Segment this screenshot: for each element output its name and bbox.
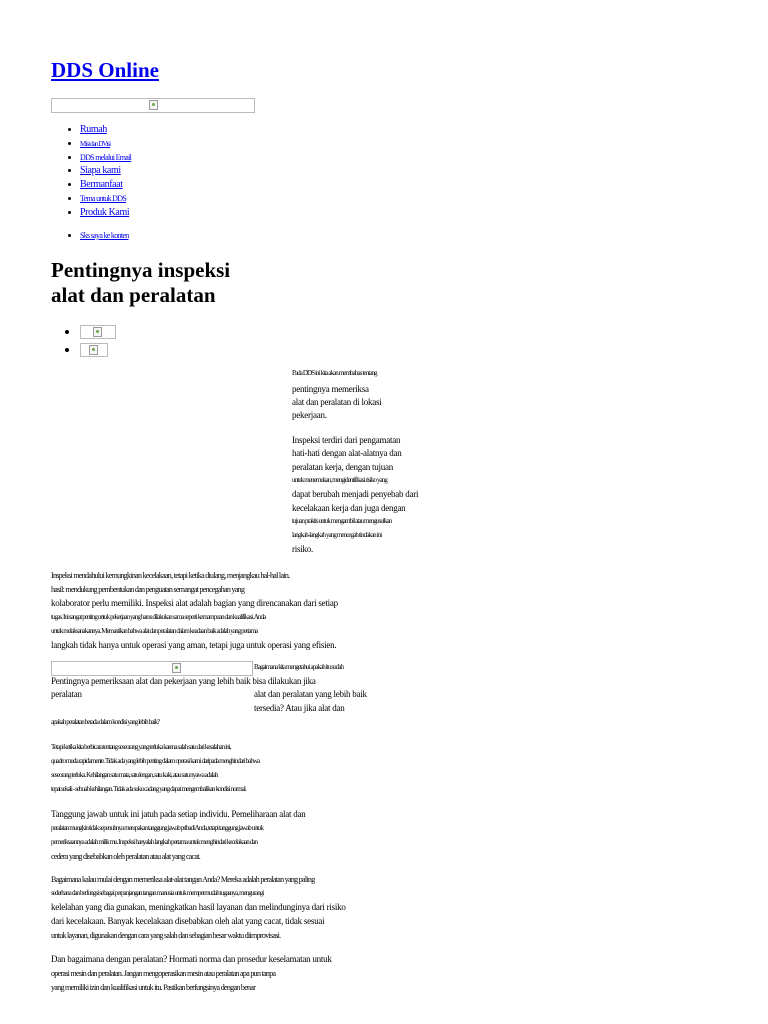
paragraph-line: tugas. Ini sangat penting untuk pekerjaan yang harus dilakukan sama seperti kemampuan dan kualifikasi. Anda <box>51 613 266 621</box>
inspection-line: langkah-langkah yang mencegah tindakan ini <box>292 531 382 539</box>
paragraph-line: hasil: mendukung pembentukan dan penguatan semangat pencegahan yang <box>51 585 245 594</box>
paragraph-line: yang memiliki izin dan kualifikasi untuk itu. Pastikan berfungsinya dengan benar <box>51 983 256 992</box>
paragraph-line: kolaborator perlu memiliki. Inspeksi alat adalah bagian yang direncanakan dari setiap <box>51 598 338 608</box>
site-title-link[interactable]: DDS Online <box>51 58 159 82</box>
paragraph-line: langkah tidak hanya untuk operasi yang aman, tetapi juga untuk operasi yang efisien. <box>51 640 337 650</box>
share-list <box>51 323 116 359</box>
nav-link-tema[interactable]: Tema untuk DDS <box>80 193 127 203</box>
share-item <box>80 341 116 359</box>
post-title <box>51 258 311 308</box>
nav-item <box>80 206 131 220</box>
broken-image-icon <box>149 100 158 110</box>
share-button-image[interactable] <box>80 343 108 357</box>
paragraph-line: Tanggung jawab untuk ini jatuh pada setiap individu. Pemeliharaan alat dan <box>51 809 306 819</box>
intro-line: pekerjaan. <box>292 410 327 420</box>
site-banner-image <box>51 98 255 113</box>
nav-item <box>80 229 129 242</box>
paragraph-line: seseorang terluka. Kehilangan satu mata, satu lengan, satu kaki, atau satu nyawa adalah <box>51 771 218 779</box>
nav-link-misi[interactable]: Misi dan DVisi <box>80 139 111 148</box>
nav-link-produk[interactable]: Produk Kami <box>80 206 130 218</box>
inspection-line: Inspeksi terdiri dari pengamatan <box>292 435 401 445</box>
nav-item <box>80 178 131 192</box>
skip-to-content-link[interactable]: Sks saya ke konten <box>80 231 129 240</box>
paragraph-line: Pentingnya pemeriksaan alat dan pekerjaan yang lebih baik bisa dilakukan jika <box>51 676 316 686</box>
inspection-line: kecelakaan kerja dan juga dengan <box>292 503 406 513</box>
intro-line: Pada DDS ini kita akan membahas tentang <box>292 369 377 377</box>
skip-navigation <box>51 229 129 242</box>
paragraph-line: Dan bagaimana dengan peralatan? Hormati norma dan prosedur keselamatan untuk <box>51 954 332 964</box>
paragraph-line: untuk melaksanakannya. Memastikan bahwa alat dan peralatan dalam keadaan baik adalah yang pertama <box>51 627 258 635</box>
intro-line: alat dan peralatan di lokasi <box>292 397 382 407</box>
inspection-line: peralatan kerja, dengan tujuan <box>292 462 393 472</box>
broken-image-icon <box>93 327 102 337</box>
post-title-line: Pentingnya inspeksi <box>51 258 231 282</box>
intro-line: pentingnya memeriksa <box>292 384 369 394</box>
paragraph-line: kelelahan yang dia gunakan, meningkatkan hasil layanan dan melindunginya dari risiko <box>51 902 346 912</box>
nav-link-siapa-kami[interactable]: Siapa kami <box>80 165 121 177</box>
site-title <box>51 58 159 83</box>
inspection-line: dapat berubah menjadi penyebab dari <box>292 489 419 499</box>
nav-item <box>80 192 131 206</box>
share-item <box>80 323 116 341</box>
paragraph-line: sederhana dan berfungsi sebagai perpanjangan tangan manusia untuk mempermudah tugasnya, mengurangi <box>51 889 264 897</box>
image-caption: Bagaimana kita mengetahui apakah itu sudah <box>254 663 344 671</box>
nav-link-rumah[interactable]: Rumah <box>80 124 107 135</box>
main-navigation <box>51 123 131 220</box>
paragraph-line: operasi mesin dan peralatan. Jangan mengoperasikan mesin atau peralatan apa pun tanpa <box>51 969 276 978</box>
article-image <box>51 661 253 676</box>
paragraph-line: Bagaimana kalau mulai dengan memeriksa alat-alat tangan Anda? Mereka adalah peralatan yang paling <box>51 875 315 884</box>
share-button-image[interactable] <box>80 325 116 339</box>
paragraph-line: Inspeksi mendahului kemungkinan kecelakaan, tetapi ketika diulang, menjangkau hal-hal lain. <box>51 571 290 580</box>
post-title-line: alat dan peralatan <box>51 283 216 307</box>
nav-item <box>80 164 131 178</box>
paragraph-line: untuk layanan, digunakan dengan cara yang salah dan sebagian besar waktu diimprovisasi. <box>51 931 281 940</box>
paragraph-line: alat dan peralatan yang lebih baik <box>254 689 367 699</box>
paragraph-line: pemeriksaannya adalah milik mu. Inspeksi hanyalah langkah pertama untuk menghindari kecelakaan dan <box>51 838 258 846</box>
nav-item <box>80 151 131 165</box>
paragraph-line: tepat sekali - sebuah kehilangan. Tidak ada suku cadang yang dapat mengembalikan kondisi normal. <box>51 785 246 793</box>
inspection-line: hati-hati dengan alat-alatnya dan <box>292 448 402 458</box>
broken-image-icon <box>89 345 98 355</box>
inspection-line: untuk menemukan, mengidentifikasi risiko yang <box>292 476 388 484</box>
nav-link-email[interactable]: DDS melalui Email <box>80 152 132 162</box>
paragraph-line: Tetapi ketika kita berbicara tentang seseorang yang terluka karena salah satu dari kesalahan ini, <box>51 743 231 751</box>
paragraph-line: peralatan mungkin tidak sepenuhnya merupakan tanggung jawab pribadi Anda, tetapi tanggung jawab untuk <box>51 824 264 832</box>
broken-image-icon <box>172 663 181 673</box>
paragraph-line: tersedia? Atau jika alat dan <box>254 703 345 713</box>
paragraph-line: apakah peralatan berada dalam kondisi yang lebih baik? <box>51 718 160 726</box>
nav-item <box>80 123 131 137</box>
inspection-line: tujuan praktis untuk mengambil atau mengusulkan <box>292 517 392 525</box>
nav-link-bermanfaat[interactable]: Bermanfaat <box>80 179 123 191</box>
paragraph-line: dari kecelakaan. Banyak kecelakaan disebabkan oleh alat yang cacat, tidak sesuai <box>51 916 325 926</box>
paragraph-line: quadro muda rapidamente. Tidak ada yang lebih penting dalam operasi kami daripada menghindari bahwa <box>51 757 260 765</box>
paragraph-line: cedera yang disebabkan oleh peralatan atau alat yang cacat. <box>51 852 201 861</box>
nav-item <box>80 137 131 151</box>
inspection-line: risiko. <box>292 544 314 554</box>
paragraph-line: peralatan <box>51 689 82 699</box>
